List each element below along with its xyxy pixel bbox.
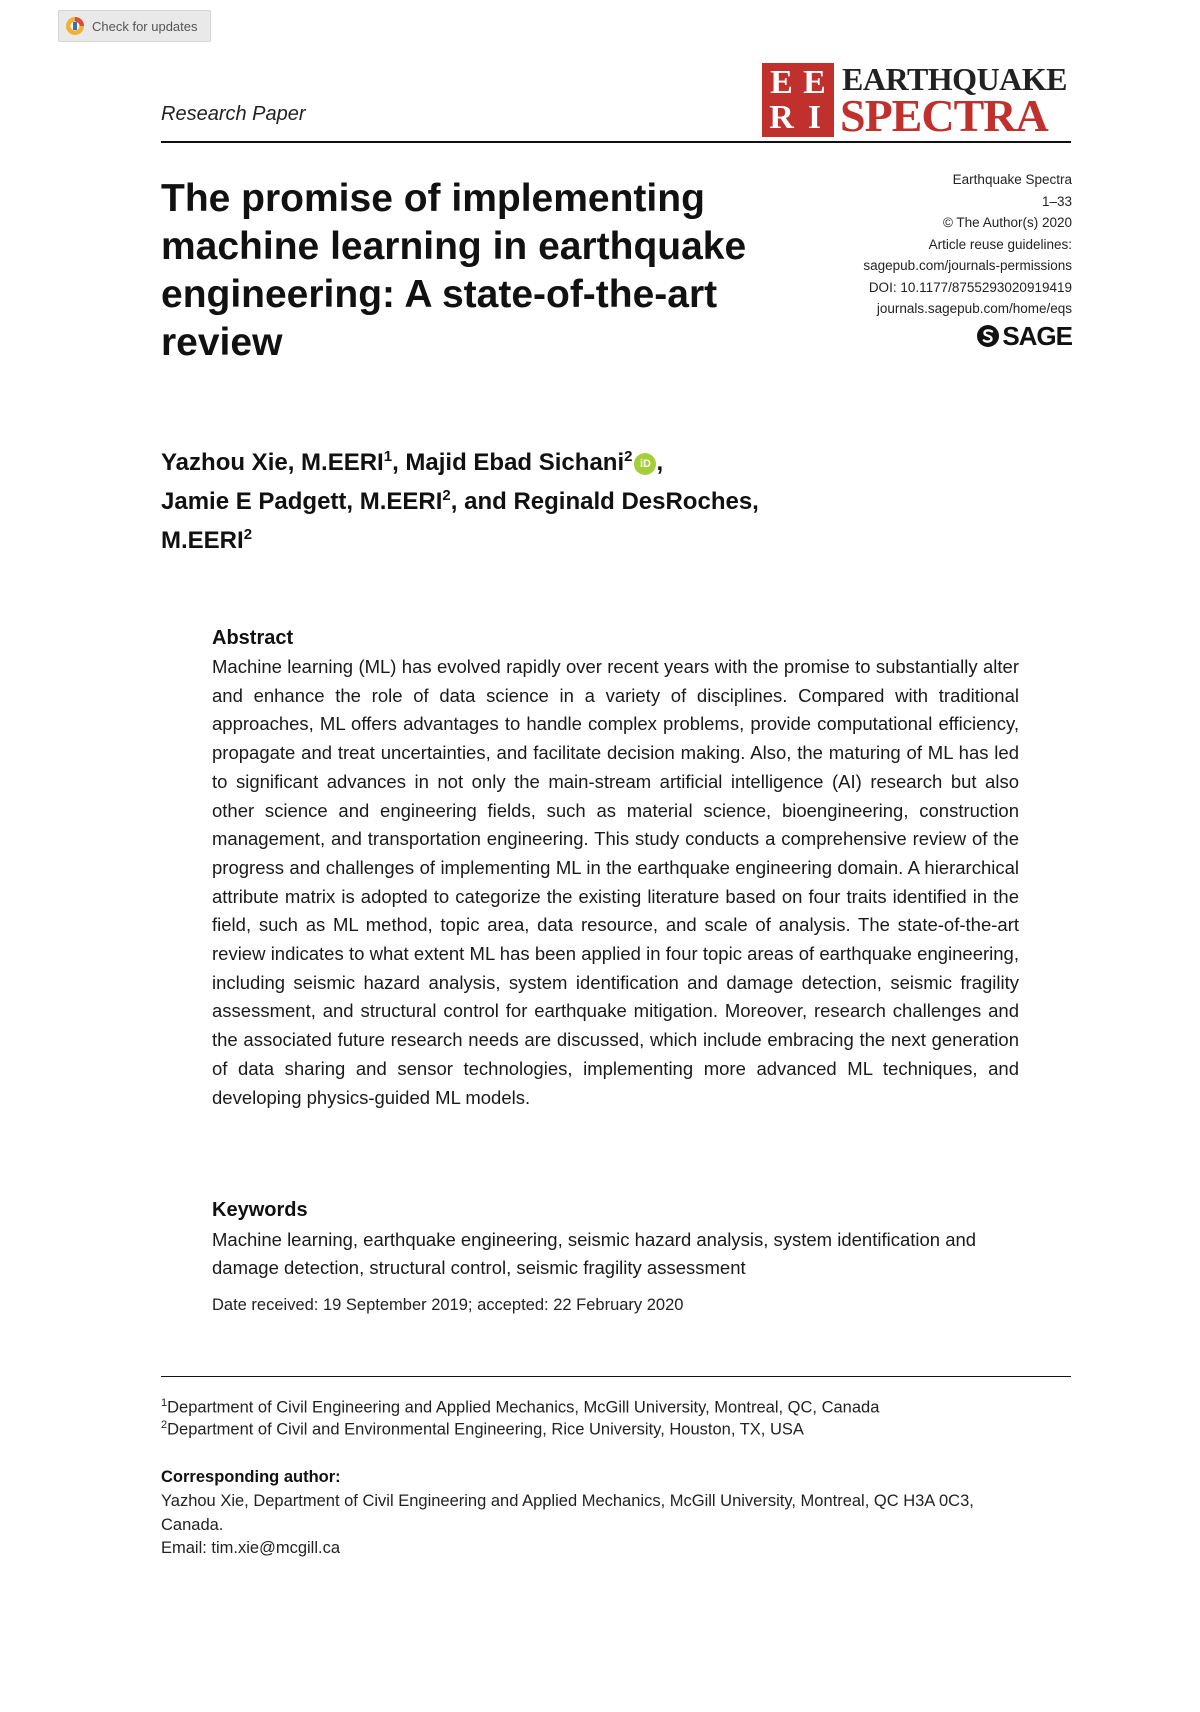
check-for-updates-badge[interactable] — [58, 10, 211, 42]
corresponding-author-details — [161, 1490, 1041, 1561]
author-separator: , — [656, 449, 664, 476]
author-affiliation-mark: 1 — [383, 448, 393, 465]
article-title: The promise of implementing machine learning in earthquake engineering: A state-of-the-art review — [161, 177, 747, 364]
affiliation-text: Department of Civil Engineering and Applied Mechanics, McGill University, Montreal, QC, Canada — [167, 1398, 880, 1417]
crossmark-icon — [65, 16, 85, 36]
author-name: Yazhou Xie, M.EERI — [161, 449, 384, 476]
journal-name: Earthquake Spectra — [952, 172, 1072, 187]
affiliation-text: Department of Civil and Environmental Engineering, Rice University, Houston, TX, USA — [167, 1420, 804, 1439]
keywords-heading: Keywords — [212, 1199, 308, 1221]
permissions-link[interactable]: sagepub.com/journals-permissions — [863, 258, 1072, 273]
header-divider — [161, 141, 1071, 143]
affiliation-mark: 1 — [161, 1397, 168, 1409]
author-separator: , and — [450, 488, 514, 515]
orcid-icon[interactable]: iD — [634, 453, 656, 475]
article-meta — [740, 169, 1072, 320]
logo-letter: R — [769, 99, 794, 136]
corresponding-author-heading: Corresponding author: — [161, 1468, 341, 1486]
author-name: Majid Ebad Sichani — [405, 449, 625, 476]
abstract-heading: Abstract — [212, 627, 294, 649]
author-name: Reginald DesRoches, M.EERI — [161, 488, 759, 554]
author-list — [161, 440, 781, 557]
corresponding-email[interactable]: Email: tim.xie@mcgill.ca — [161, 1539, 341, 1557]
publisher-name: SAGE — [1002, 321, 1072, 351]
author-separator: , — [392, 449, 406, 476]
journal-link[interactable]: journals.sagepub.com/home/eqs — [876, 301, 1072, 316]
doi[interactable]: DOI: 10.1177/8755293020919419 — [868, 279, 1072, 295]
page-range: 1–33 — [1041, 193, 1072, 209]
footnote-divider — [161, 1376, 1071, 1377]
keywords-text: Machine learning, earthquake engineering, seismic hazard analysis, system identification and damage detection, structural control, seismic fragility assessment — [212, 1229, 977, 1278]
corresponding-address: Yazhou Xie, Department of Civil Engineering and Applied Mechanics, McGill University, Montreal, QC H3A 0C3, — [161, 1492, 974, 1510]
copyright: © The Author(s) 2020 — [942, 215, 1072, 230]
affiliation-mark: 2 — [161, 1419, 168, 1431]
sage-s-icon — [976, 324, 1000, 348]
journal-logo — [762, 63, 1072, 139]
affiliation — [161, 1397, 1081, 1418]
sage-logo — [970, 320, 1072, 352]
reuse-guidelines: Article reuse guidelines: — [928, 236, 1072, 252]
date-received: Date received: 19 September 2019; accepted: 22 February 2020 — [212, 1296, 684, 1314]
logo-wordmark-spectra: SPECTRA — [840, 90, 1048, 141]
check-for-updates-label: Check for updates — [92, 18, 198, 34]
author-affiliation-mark: 2 — [442, 487, 451, 504]
affiliation — [161, 1419, 1081, 1440]
logo-letter: E — [803, 64, 826, 101]
section-label: Research Paper — [161, 103, 306, 125]
logo-letter: I — [807, 99, 822, 136]
corresponding-address-cont: Canada. — [161, 1515, 224, 1534]
eeri-logo-box — [762, 63, 834, 137]
author-affiliation-mark: 2 — [243, 526, 253, 543]
author-affiliation-mark: 2 — [624, 448, 633, 465]
author-name: Jamie E Padgett, M.EERI — [161, 488, 443, 515]
logo-letter: E — [770, 64, 793, 101]
abstract-text: Machine learning (ML) has evolved rapidly over recent years with the promise to substantially alter and enhance the role of data science in a variety of disciplines. Compared with traditional approaches, ML offers advantages to handle complex problems, provide computational efficiency, propagate and treat uncertainties, and facilitate decision making. Also, the maturing of ML has led to significant advances in not only the main-stream artificial intelligence (AI) research but also other science and engineering fields, such as material science, bioengineering, construction management, and transportation engineering. This study conducts a comprehensive review of the progress and challenges of implementing ML in the earthquake engineering domain. A hierarchical attribute matrix is adopted to categorize the existing literature based on four traits identified in the field, such as ML method, topic area, data resource, and scale of analysis. The state-of-the-art review indicates to what extent ML has been applied in four topic areas of earthquake engineering, including seismic hazard analysis, system identification and damage detection, seismic fragility assessment, and structural control for earthquake mitigation. Moreover, research challenges and the associated future research needs are discussed, which include embracing the next generation of data sharing and sensor technologies, implementing more advanced ML techniques, and developing physics-guided ML models. — [212, 656, 1019, 1108]
logo-wordmark-earthquake: EARTHQUAKE — [842, 61, 1068, 97]
